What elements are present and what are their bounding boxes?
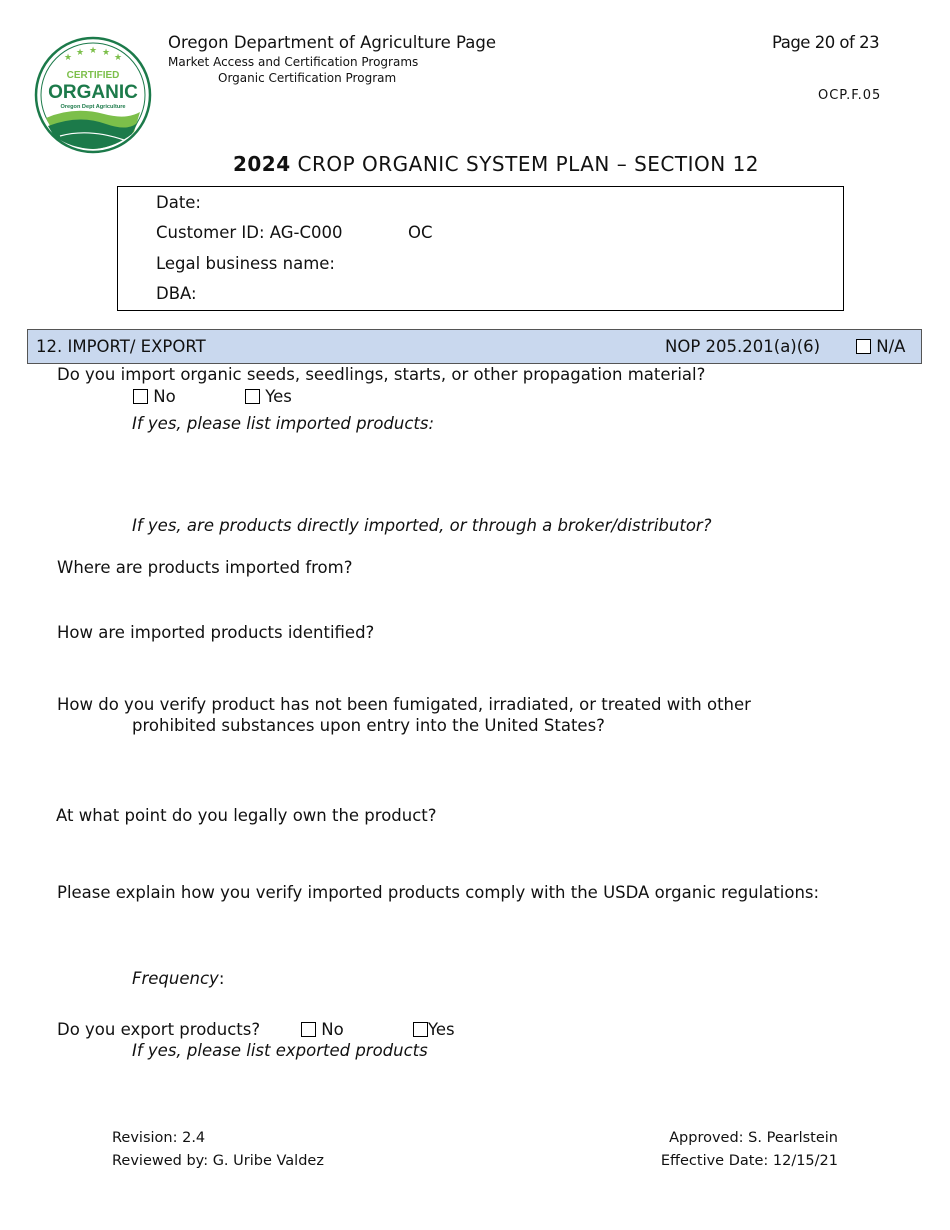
reviewed-by: Reviewed by: G. Uribe Valdez xyxy=(112,1153,324,1169)
title-year: 2024 xyxy=(232,152,291,176)
page-number: Page 20 of 23 xyxy=(772,33,880,52)
svg-text:★: ★ xyxy=(102,48,111,58)
logo-sub-text: Oregon Dept Agriculture xyxy=(60,104,126,110)
frequency-label: Frequency: xyxy=(132,969,225,988)
svg-text:★: ★ xyxy=(114,53,123,63)
q-import-identification: How are imported products identified? xyxy=(57,623,375,642)
customer-id-suffix: OC xyxy=(408,223,433,242)
svg-text:★: ★ xyxy=(76,48,85,58)
q1-list-prompt: If yes, please list imported products: xyxy=(132,414,435,433)
na-checkbox[interactable] xyxy=(856,339,871,354)
q7-list-prompt: If yes, please list exported products xyxy=(132,1041,428,1060)
q-import-propagation: Do you import organic seeds, seedlings, starts, or other propagation material? xyxy=(57,365,706,384)
q-fumigation-line1: How do you verify product has not been fumigated, irradiated, or treated with other xyxy=(57,695,751,714)
q1-no-checkbox[interactable] xyxy=(133,389,148,404)
logo-main-text: ORGANIC xyxy=(48,82,138,103)
q7-no-checkbox[interactable] xyxy=(301,1022,316,1037)
q1-broker-prompt: If yes, are products directly imported, or through a broker/distributor? xyxy=(132,516,712,535)
svg-text:★: ★ xyxy=(89,46,98,56)
q-import-origin: Where are products imported from? xyxy=(57,558,353,577)
approved-by: Approved: S. Pearlstein xyxy=(669,1130,838,1146)
logo-top-text: CERTIFIED xyxy=(66,70,120,81)
date-label: Date: xyxy=(156,193,201,212)
q1-no-option xyxy=(133,387,176,406)
legal-name-label: Legal business name: xyxy=(156,254,335,273)
q-fumigation-line2: prohibited substances upon entry into the United States? xyxy=(132,716,605,735)
section-header xyxy=(27,329,922,364)
form-code: OCP.F.05 xyxy=(818,88,882,103)
q1-yes-label: Yes xyxy=(265,387,292,406)
na-option xyxy=(856,331,905,362)
q7-no-label: No xyxy=(321,1020,344,1039)
title-text: CROP ORGANIC SYSTEM PLAN – SECTION 12 xyxy=(297,152,760,176)
q-legal-ownership: At what point do you legally own the product? xyxy=(56,806,437,825)
q1-yes-checkbox[interactable] xyxy=(245,389,260,404)
effective-date: Effective Date: 12/15/21 xyxy=(660,1153,838,1169)
q7-yes-label: Yes xyxy=(428,1020,455,1039)
q7-yes-option xyxy=(413,1020,455,1039)
q-verify-compliance: Please explain how you verify imported products comply with the USDA organic regulations: xyxy=(57,883,820,902)
program-name: Market Access and Certification Programs xyxy=(168,55,419,69)
q7-no-option xyxy=(301,1020,344,1039)
revision: Revision: 2.4 xyxy=(112,1130,206,1146)
q1-yes-option xyxy=(245,387,292,406)
q1-no-label: No xyxy=(153,387,176,406)
q-export: Do you export products? xyxy=(57,1020,261,1039)
na-label: N/A xyxy=(876,337,906,356)
q7-yes-checkbox[interactable] xyxy=(413,1022,428,1037)
customer-id-label: Customer ID: AG-C000 xyxy=(156,223,343,242)
svg-text:★: ★ xyxy=(64,53,73,63)
customer-info-box xyxy=(117,186,844,311)
dba-label: DBA: xyxy=(156,284,197,303)
sub-program-name: Organic Certification Program xyxy=(218,71,397,85)
organization-name: Oregon Department of Agriculture Page xyxy=(168,33,497,52)
section-label: 12. IMPORT/ EXPORT xyxy=(36,337,206,356)
certified-organic-logo xyxy=(34,36,152,154)
page-title xyxy=(0,152,950,176)
nop-reference: NOP 205.201(a)(6) xyxy=(665,337,821,356)
